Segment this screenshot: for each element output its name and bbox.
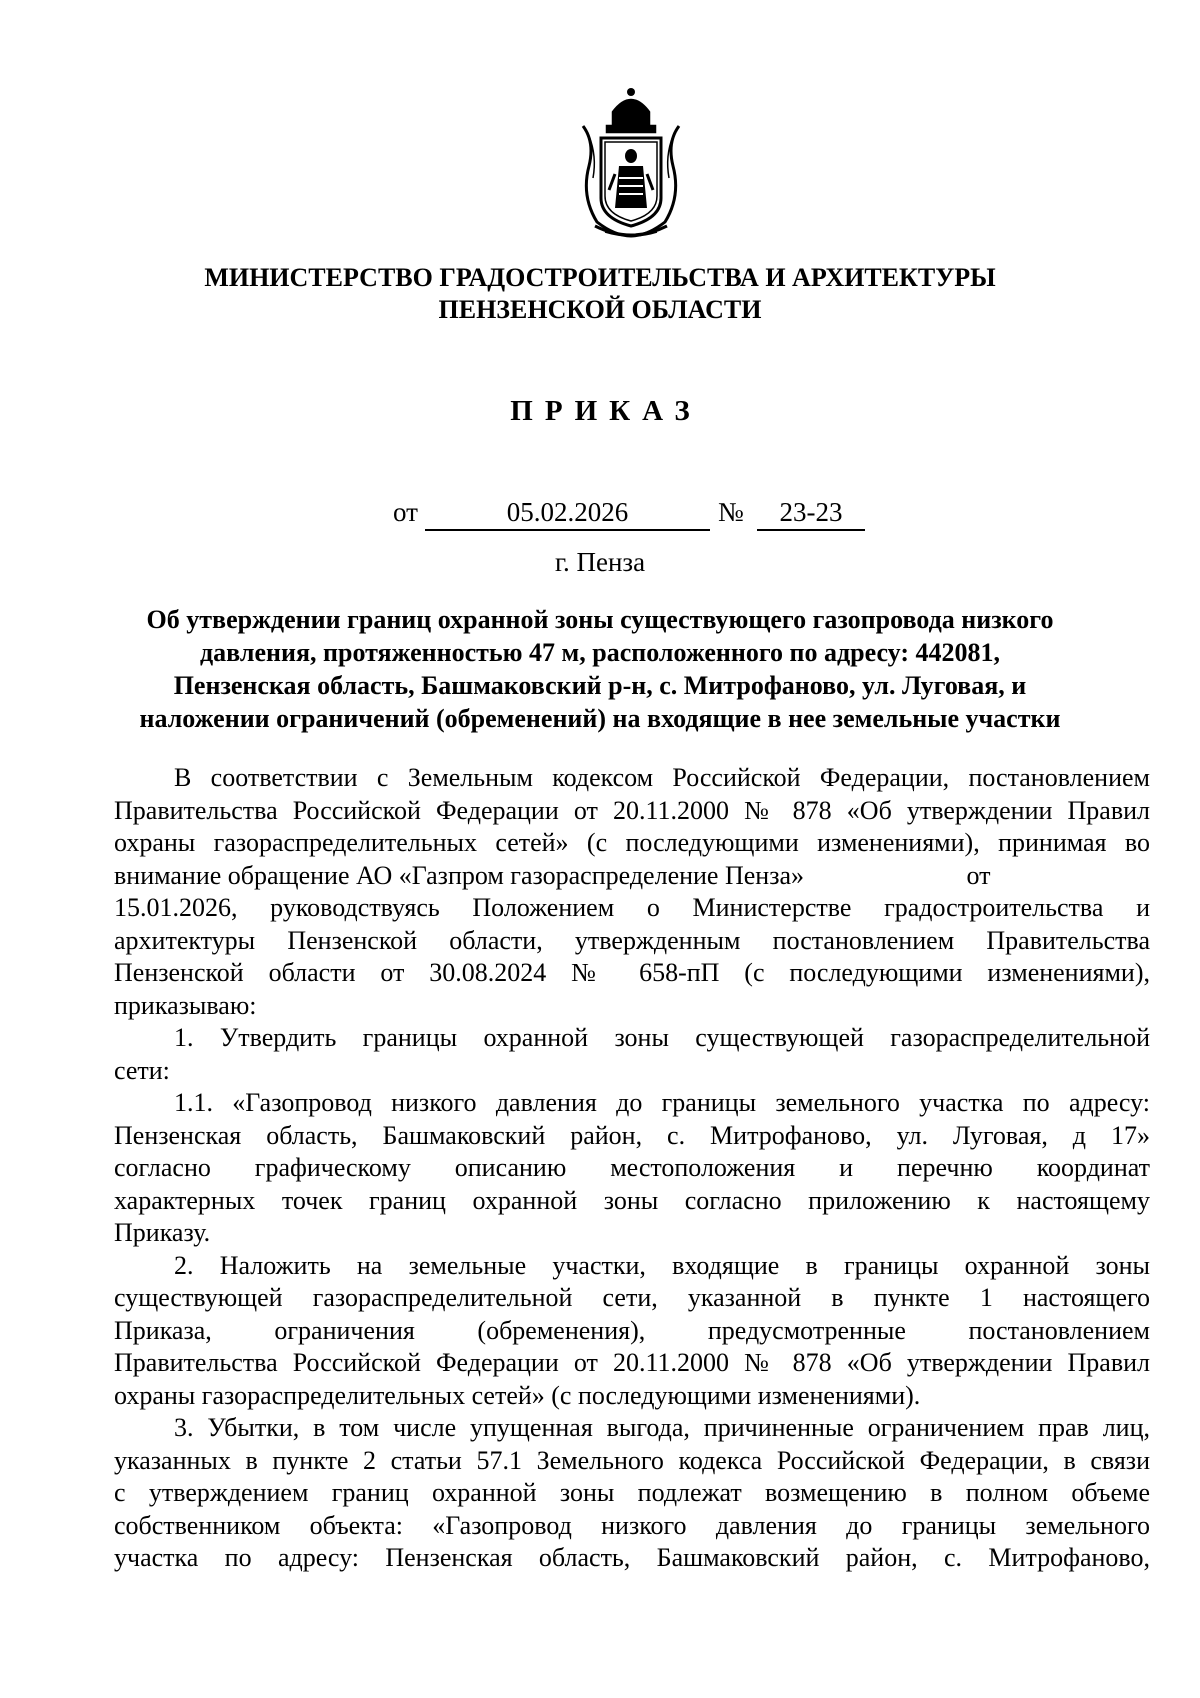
document-number: 23-23: [757, 497, 865, 531]
body-line: приказываю:: [114, 990, 257, 1020]
ministry-name: [0, 262, 1200, 326]
city-name: г. Пенза: [554, 547, 646, 577]
ministry-name-line-2: ПЕНЗЕНСКОЙ ОБЛАСТИ: [438, 295, 762, 324]
subject-line: давления, протяженностью 47 м, расположенного по адресу: 442081,: [200, 638, 1000, 667]
body-line: Пензенская область, Башмаковский район, с. Митрофаново, ул. Луговая, д 17»: [114, 1120, 1150, 1150]
body-line: участка по адресу: Пензенская область, Башмаковский район, с. Митрофаново,: [114, 1543, 1150, 1572]
body-line: Пензенской области от 30.08.2024 № 658-пП (с последующими изменениями),: [114, 958, 1150, 987]
body-line: характерных точек границ охранной зоны согласно приложению к настоящему: [114, 1185, 1150, 1215]
subject-line: наложении ограничений (обременений) на входящие в нее земельные участки: [139, 704, 1061, 733]
body-line: архитектуры Пензенской области, утвержденным постановлением Правительства: [114, 925, 1150, 955]
body-line: указанных в пункте 2 статьи 57.1 Земельного кодекса Российской Федерации, в связи: [114, 1445, 1150, 1475]
document-type-title: ПРИКАЗ: [510, 395, 702, 427]
body-line: существующей газораспределительной сети, указанной в пункте 1 настоящего: [114, 1283, 1150, 1312]
body-line: 2. Наложить на земельные участки, входящие в границы охранной зоны: [174, 1250, 1150, 1280]
document-body: [114, 762, 1150, 1575]
date-prefix: от: [393, 497, 418, 527]
body-line: Правительства Российской Федерации от 20.11.2000 № 878 «Об утверждении Правил: [114, 795, 1150, 825]
document-date: 05.02.2026: [425, 497, 710, 531]
body-line: согласно графическому описанию местоположения и перечню координат: [114, 1153, 1150, 1182]
body-line: охраны газораспределительных сетей» (с последующими изменениями).: [114, 1380, 921, 1410]
document-subject: [100, 603, 1100, 735]
body-line: Приказу.: [114, 1218, 211, 1247]
body-line: 1. Утвердить границы охранной зоны существующей газораспределительной: [174, 1023, 1150, 1052]
body-line: В соответствии с Земельным кодексом Российской Федерации, постановлением: [174, 763, 1150, 792]
body-line: 3. Убытки, в том числе упущенная выгода, причиненные ограничением прав лиц,: [174, 1413, 1150, 1442]
coat-of-arms-icon: [575, 86, 687, 240]
subject-line: Пензенская область, Башмаковский р-н, с. Митрофаново, ул. Луговая, и: [173, 671, 1027, 700]
subject-line: Об утверждении границ охранной зоны существующего газопровода низкого: [146, 605, 1054, 634]
body-line: собственником объекта: «Газопровод низкого давления до границы земельного: [114, 1510, 1150, 1540]
ministry-name-line-1: МИНИСТЕРСТВО ГРАДОСТРОИТЕЛЬСТВА И АРХИТЕКТУРЫ: [204, 263, 996, 292]
body-line: Приказа, ограничения (обременения), предусмотренные постановлением: [114, 1315, 1150, 1345]
body-line: Правительства Российской Федерации от 20.11.2000 № 878 «Об утверждении Правил: [114, 1348, 1150, 1377]
body-line: охраны газораспределительных сетей» (с последующими изменениями), принимая во: [114, 828, 1150, 857]
body-line: 15.01.2026, руководствуясь Положением о Министерстве градостроительства и: [114, 893, 1150, 922]
date-number-line: [0, 497, 1200, 537]
number-sign: №: [718, 497, 744, 527]
body-line: внимание обращение АО «Газпром газораспределение Пенза» от: [114, 860, 991, 890]
body-line: с утверждением границ охранной зоны подлежат возмещению в полном объеме: [114, 1478, 1150, 1507]
body-line: сети:: [114, 1055, 170, 1085]
body-line: 1.1. «Газопровод низкого давления до границы земельного участка по адресу:: [174, 1088, 1150, 1117]
